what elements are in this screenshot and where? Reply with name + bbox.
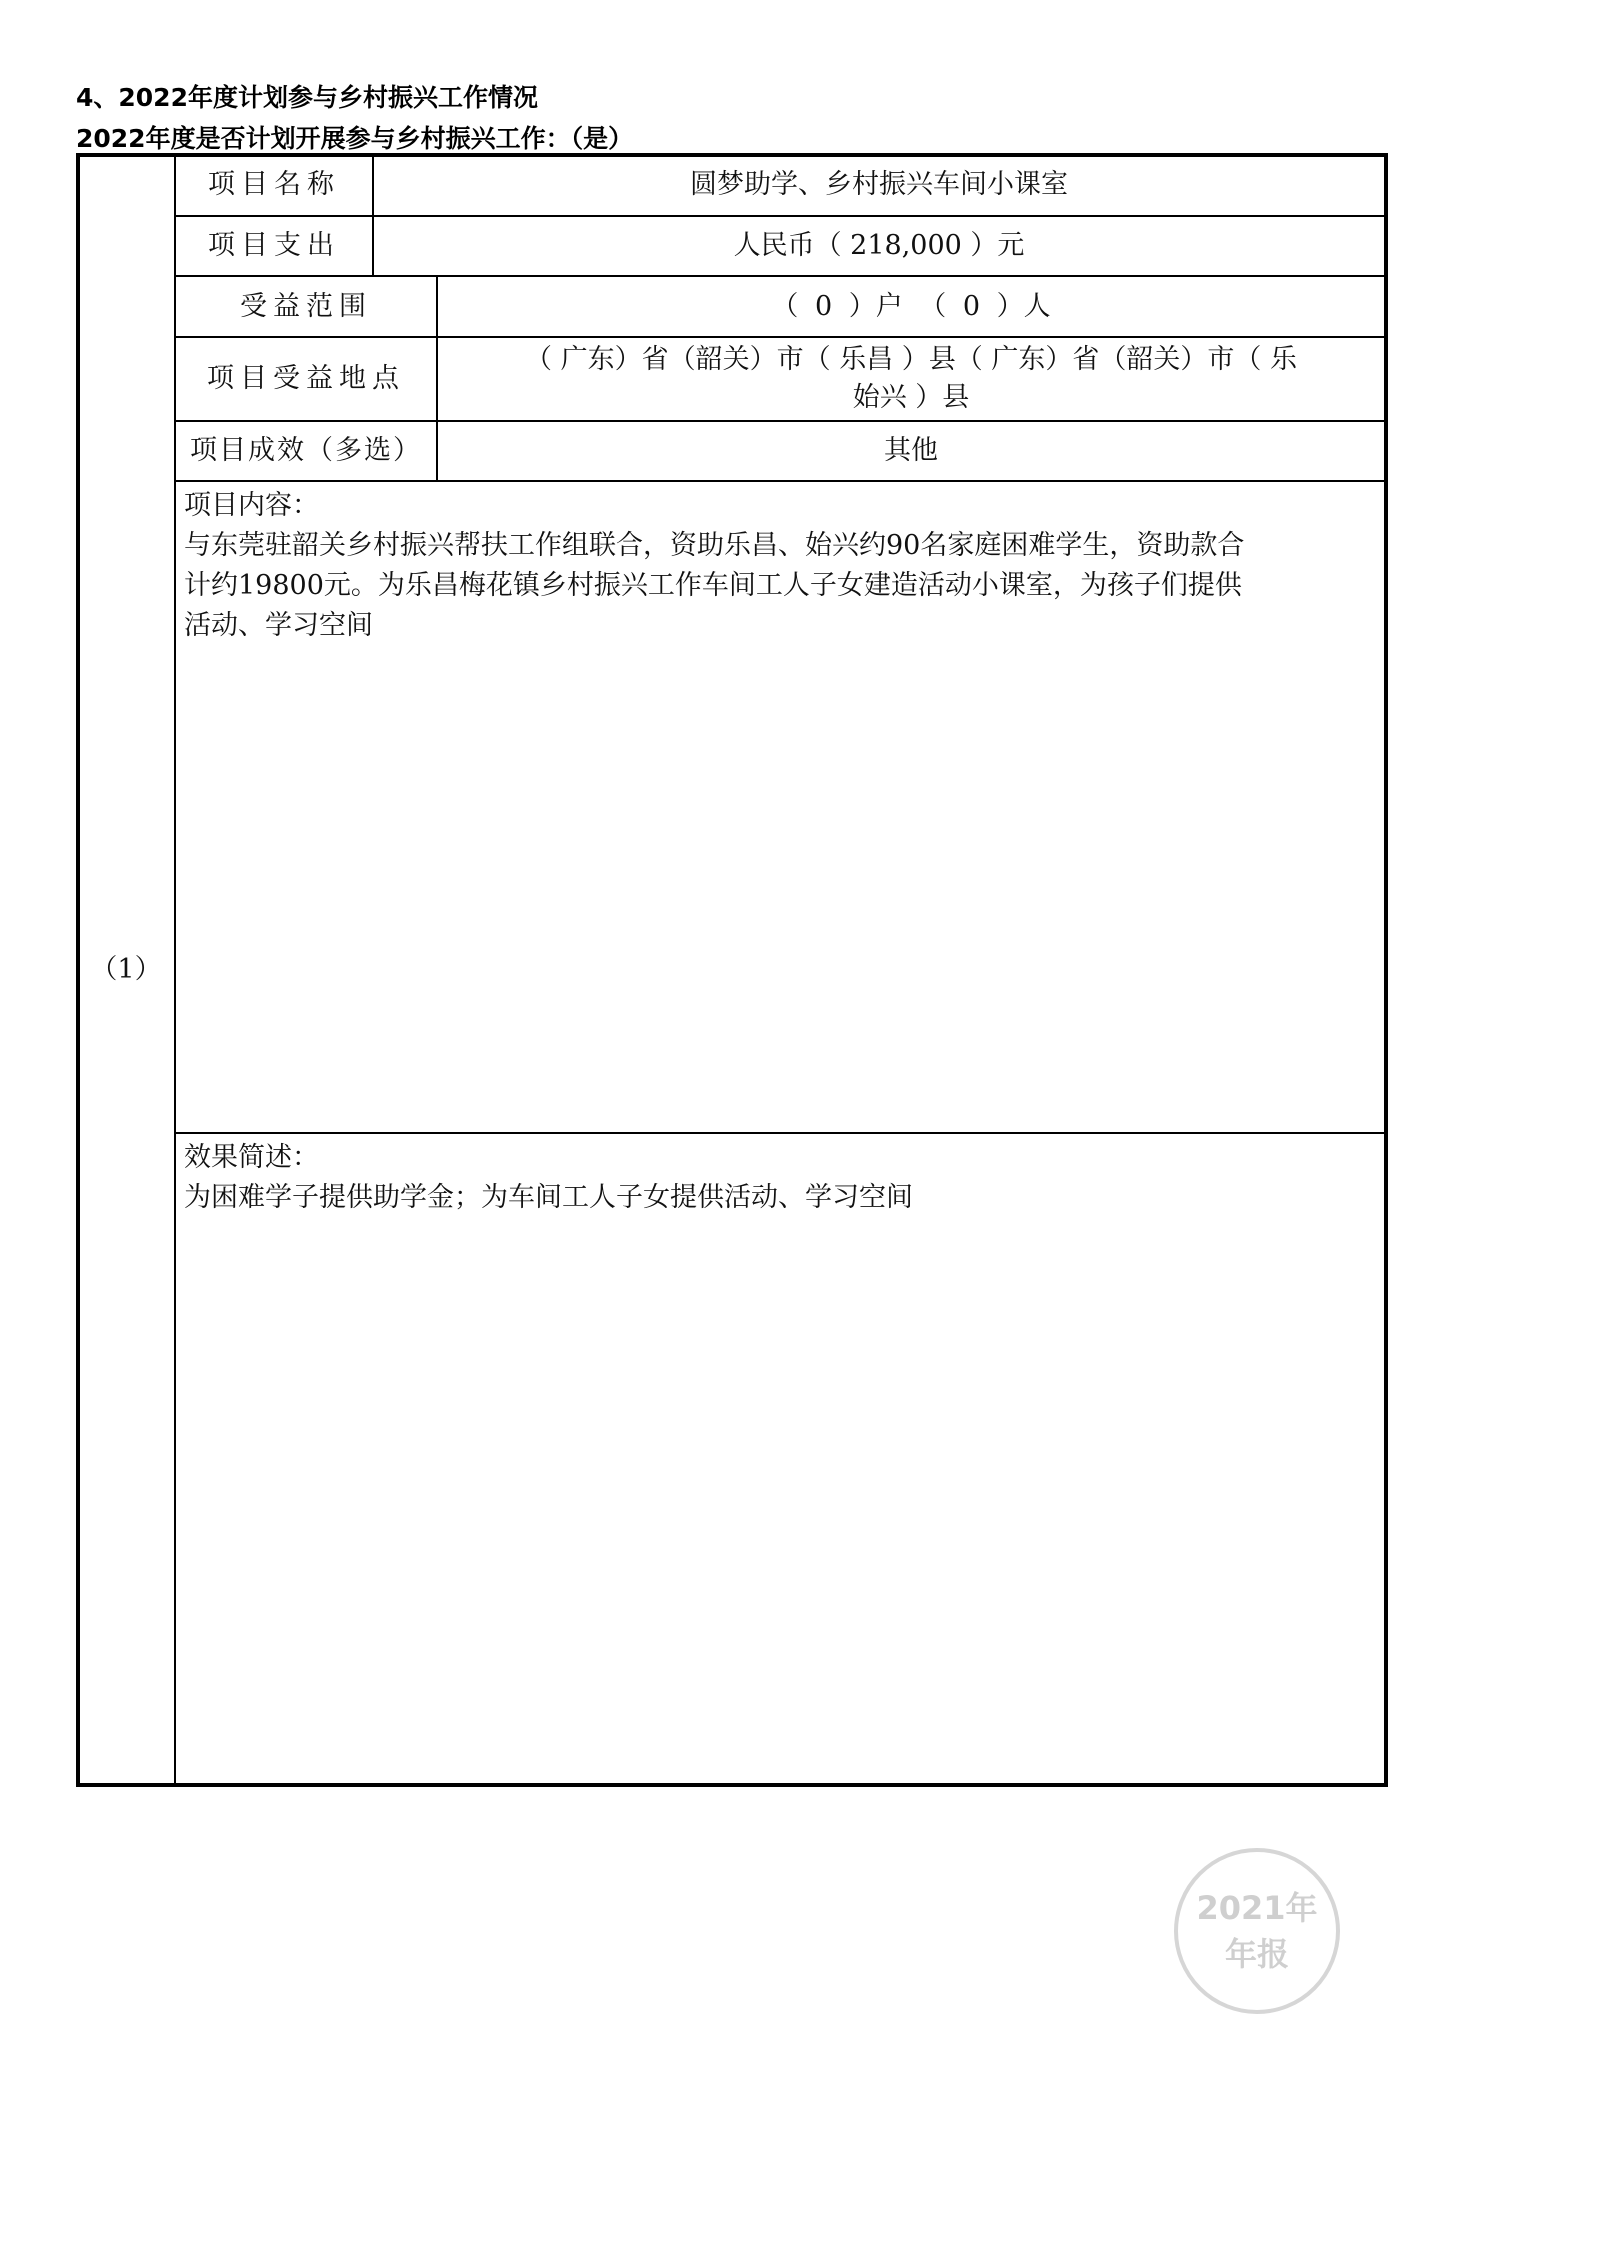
section-title: 4、2022年度计划参与乡村振兴工作情况 (76, 83, 538, 112)
project-name-value: 圆梦助学、乡村振兴车间小课室 (690, 169, 1068, 200)
project-location-line1: （ 广东）省（韶关）市（ 乐昌 ）县（ 广东）省（韶关）市（ 乐 (525, 344, 1297, 375)
project-summary-label: 效果简述： (184, 1142, 319, 1173)
project-location-label: 项目受益地点 (207, 363, 405, 394)
project-content-line: 计约19800元。为乐昌梅花镇乡村振兴工作车间工人子女建造活动小课室，为孩子们提供 (184, 570, 1242, 601)
project-summary (184, 1138, 1380, 1218)
project-content-line: 与东莞驻韶关乡村振兴帮扶工作组联合，资助乐昌、始兴约90名家庭困难学生，资助款合 (184, 530, 1245, 561)
project-expense-label: 项目支出 (208, 230, 340, 261)
row-divider (175, 480, 1386, 482)
project-content-label: 项目内容： (184, 490, 319, 521)
annual-report-stamp (1174, 1848, 1340, 2014)
table-border-right (1384, 153, 1388, 1787)
row-divider (175, 1132, 1386, 1134)
stamp-year: 2021年 (1196, 1889, 1318, 1927)
section-subtitle: 2022年度是否计划开展参与乡村振兴工作：（是） (76, 124, 634, 153)
stamp-label: 年报 (1224, 1935, 1289, 1973)
project-location-line2: 始兴 ）县 (852, 382, 970, 413)
project-summary-text: 为困难学子提供助学金；为车间工人子女提供活动、学习空间 (184, 1182, 913, 1213)
project-location-value (438, 338, 1384, 420)
project-index: （1） (90, 954, 162, 985)
project-effect-label: 项目成效（多选） (190, 435, 422, 466)
project-scope-label: 受益范围 (240, 290, 372, 322)
project-content (184, 486, 1380, 646)
project-scope-value: （ 0 ）户 （ 0 ）人 (771, 290, 1051, 322)
table-border-bottom (76, 1783, 1388, 1787)
project-content-line: 活动、学习空间 (184, 610, 373, 641)
project-expense-value: 人民币（ 218,000 ）元 (733, 230, 1025, 261)
project-effect-value: 其他 (884, 435, 938, 466)
project-name-label: 项目名称 (208, 169, 340, 200)
